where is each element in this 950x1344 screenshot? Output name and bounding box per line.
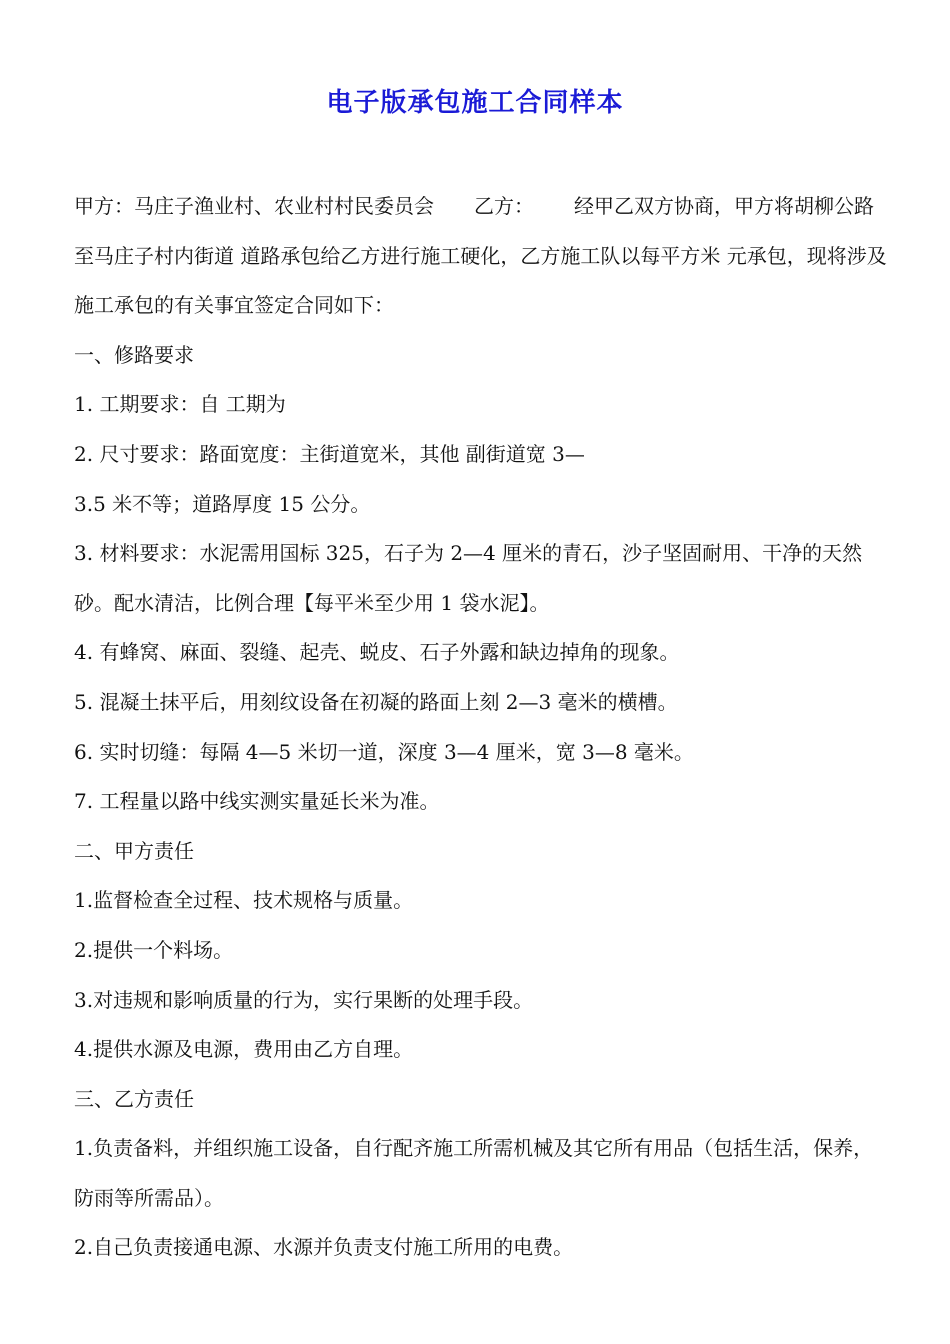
document-title: 电子版承包施工合同样本 xyxy=(326,88,624,118)
list-item: 5. 混凝土抹平后，用刻纹设备在初凝的路面上刻 2—3 毫米的横槽。 xyxy=(74,689,678,714)
party-b: 乙方： xyxy=(474,194,534,218)
party-a: 甲方：马庄子渔业村、农业村村民委员会 xyxy=(74,194,434,218)
list-item: 3.对违规和影响质量的行为，实行果断的处理手段。 xyxy=(74,987,534,1012)
list-item: 2.自己负责接通电源、水源并负责支付施工所用的电费。 xyxy=(74,1235,574,1260)
list-item: 3. 材料要求：水泥需用国标 325，石子为 2—4 厘米的青石，沙子坚固耐用、干净的天然砂。配水清洁，比例合理【每平米至少用 1 袋水泥】。 xyxy=(74,541,863,615)
list-item: 6. 实时切缝：每隔 4—5 米切一道，深度 3—4 厘米，宽 3—8 毫米。 xyxy=(74,739,694,764)
list-item: 1.负责备料，并组织施工设备，自行配齐施工所需机械及其它所有用品（包括生活，保养，防雨等所需品）。 xyxy=(74,1136,874,1210)
list-item: 2.提供一个料场。 xyxy=(74,937,234,962)
section-heading-2: 二、甲方责任 xyxy=(74,838,194,863)
document-body xyxy=(74,182,889,1273)
intro-paragraph xyxy=(74,182,889,331)
list-item: 1.监督检查全过程、技术规格与质量。 xyxy=(74,888,414,913)
intro-text: 经甲乙双方协商，甲方将胡柳公路至马庄子村内街道 道路承包给乙方进行施工硬化，乙方施工队以每平方米 元承包，现将涉及施工承包的有关事宜签定合同如下： xyxy=(74,194,887,318)
list-item: 4.提供水源及电源，费用由乙方自理。 xyxy=(74,1037,414,1062)
list-item: 4. 有蜂窝、麻面、裂缝、起壳、蜕皮、石子外露和缺边掉角的现象。 xyxy=(74,640,680,665)
section-heading-1: 一、修路要求 xyxy=(74,342,194,367)
list-item: 7. 工程量以路中线实测实量延长米为准。 xyxy=(74,789,440,814)
list-item: 2. 尺寸要求：路面宽度：主街道宽米，其他 副街道宽 3— xyxy=(74,441,585,466)
section-heading-3: 三、乙方责任 xyxy=(74,1086,194,1111)
list-item: 3.5 米不等；道路厚度 15 公分。 xyxy=(74,491,371,516)
list-item: 1. 工期要求：自 工期为 xyxy=(74,392,286,417)
